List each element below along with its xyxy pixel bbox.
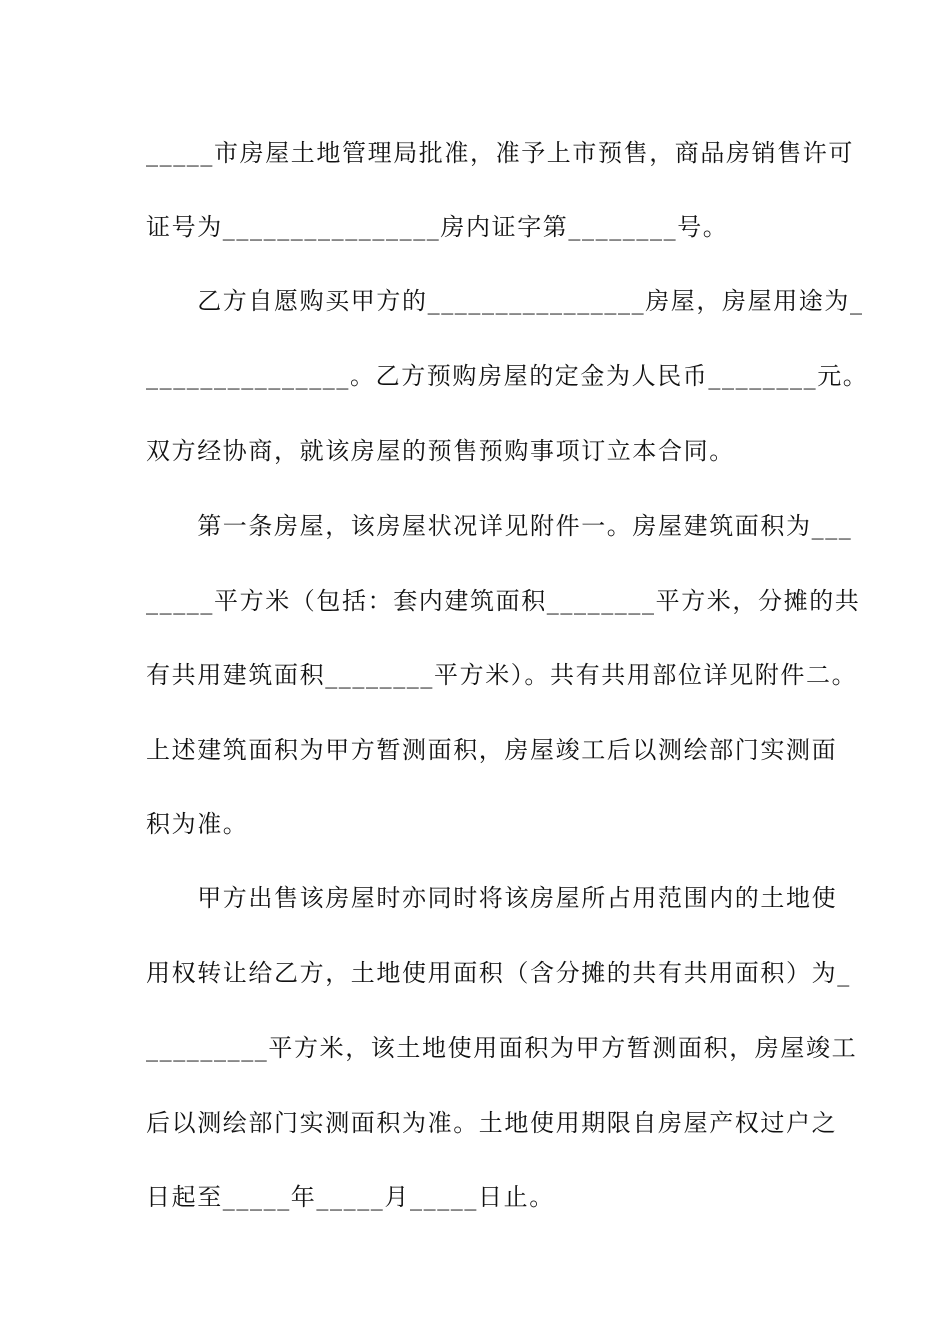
text-line: _____市房屋土地管理局批准，准予上市预售，商品房销售许可 [146,139,854,167]
text-line: 乙方自愿购买甲方的________________房屋，房屋用途为_ [146,287,864,315]
text-line: 日起至_____年_____月_____日止。 [146,1183,555,1211]
text-line: 双方经协商，就该房屋的预售预购事项订立本合同。 [146,437,735,465]
text-line: _____平方米（包括：套内建筑面积________平方米，分摊的共 [146,587,861,615]
text-line: 第一条房屋，该房屋状况详见附件一。房屋建筑面积为___ [146,512,853,540]
text-line: 积为准。 [146,810,249,838]
text-line: _______________。乙方预购房屋的定金为人民币________元。 [146,362,869,390]
text-line: 后以测绘部门实测面积为准。土地使用期限自房屋产权过户之 [146,1109,838,1137]
text-line: 用权转让给乙方，土地使用面积（含分摊的共有共用面积）为_ [146,959,851,987]
text-line: 证号为________________房内证字第________号。 [146,213,729,241]
text-line: _________平方米，该土地使用面积为甲方暂测面积，房屋竣工 [146,1034,858,1062]
text-line: 有共用建筑面积________平方米）。共有共用部位详见附件二。 [146,661,858,689]
text-line: 甲方出售该房屋时亦同时将该房屋所占用范围内的土地使 [146,884,838,912]
text-line: 上述建筑面积为甲方暂测面积，房屋竣工后以测绘部门实测面 [146,736,838,764]
